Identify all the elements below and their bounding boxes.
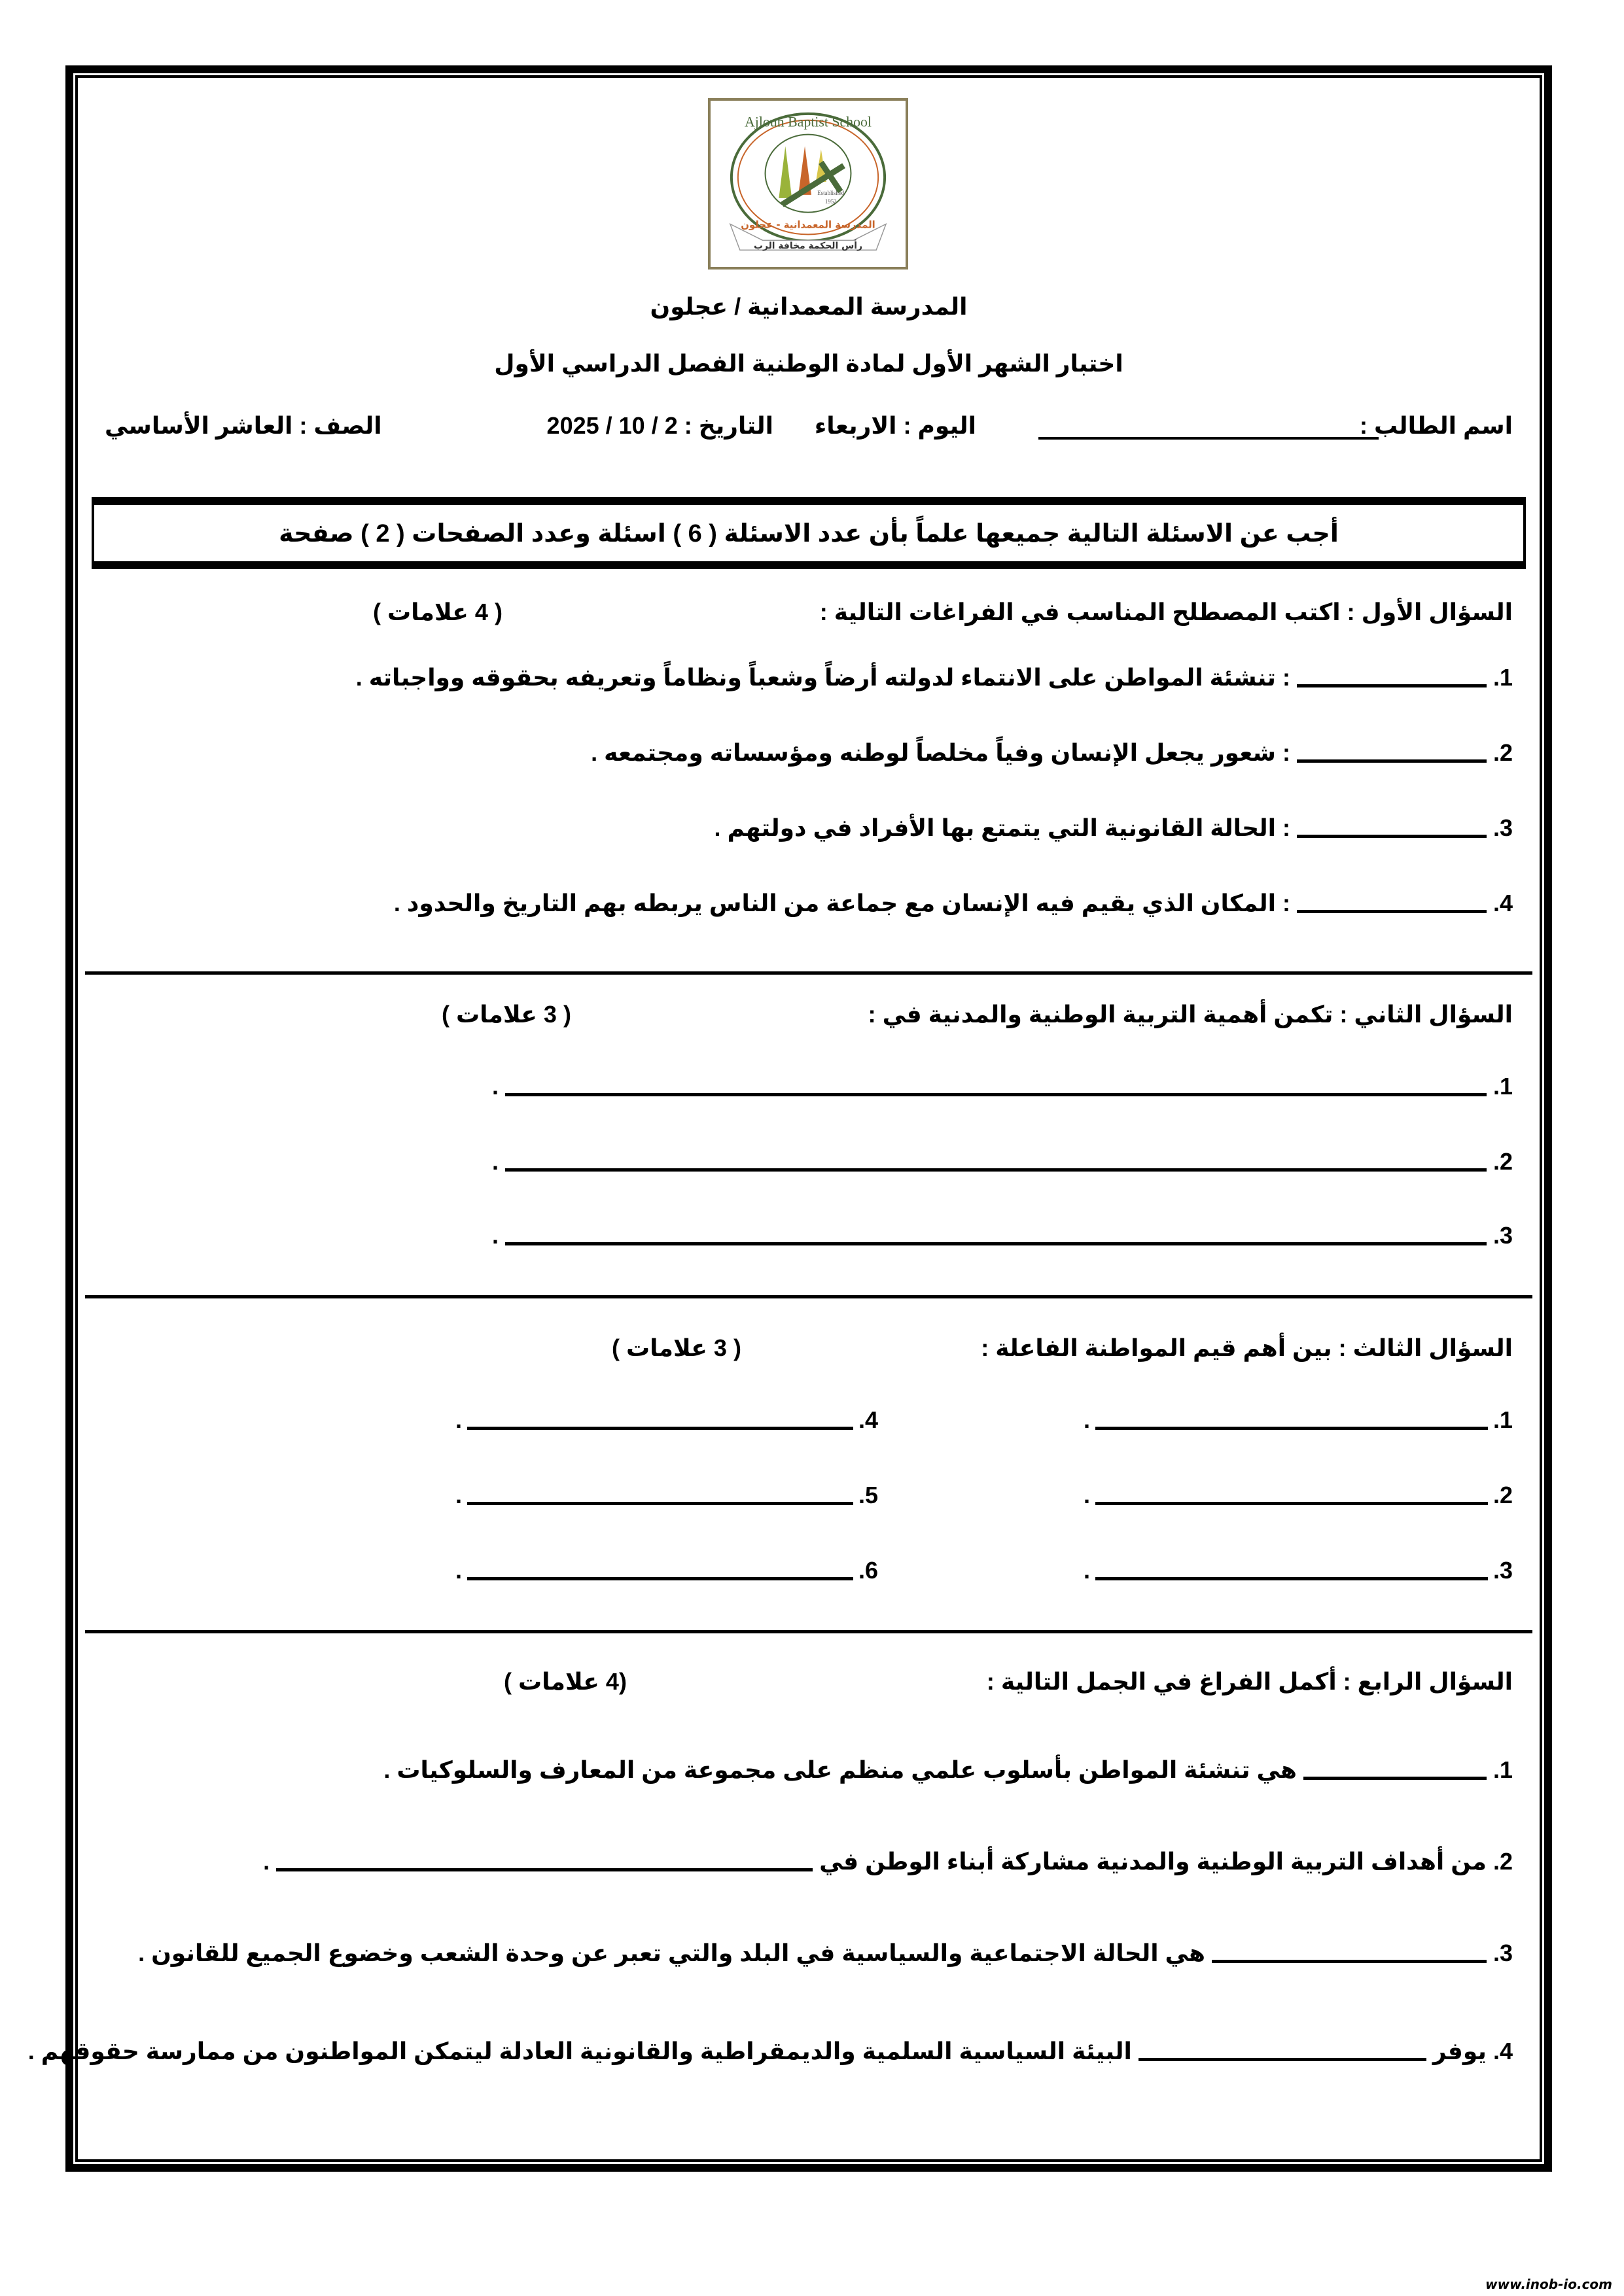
item-number: 1. (1492, 1406, 1513, 1433)
item-number: 5. (858, 1482, 878, 1508)
instructions-text: أجب عن الاسئلة التالية جميعها علماً بأن عدد الاسئلة ( 6 ) اسئلة وعدد الصفحات ( 2 ) صفحة (279, 519, 1339, 548)
q3-item-2 (1084, 1482, 1513, 1509)
q2-title: السؤال الثاني : تكمن أهمية التربية الوطنية والمدنية في : (868, 1001, 1513, 1028)
item-text: : المكان الذي يقيم فيه الإنسان مع جماعة من الناس يربطه بهم التاريخ والحدود . (393, 890, 1290, 916)
item-number: 3. (1492, 1222, 1513, 1249)
item-end-punct: . (1083, 1406, 1090, 1433)
exam-day: اليوم : الاربعاء (814, 412, 976, 439)
item-end-punct: . (455, 1406, 462, 1433)
item-end-punct: . (455, 1482, 462, 1508)
item-end-punct: . (455, 1557, 462, 1584)
q3-title: السؤال الثالث : بين أهم قيم المواطنة الفاعلة : (981, 1334, 1513, 1361)
item-end-punct: . (491, 1148, 499, 1175)
school-logo-emblem-icon (711, 101, 906, 267)
item-number: 2. (1492, 1848, 1513, 1875)
item-text: البيئة السياسية السلمية والديمقراطية والقانونية العادلة ليتمكن المواطنون من ممارسة حقوقهم . (27, 2038, 1132, 2064)
item-end-punct: . (263, 1848, 270, 1875)
q1-item-2 (591, 739, 1513, 767)
answer-blank[interactable] (467, 1501, 853, 1505)
section-divider (85, 1630, 1532, 1633)
q1-item-3 (714, 814, 1513, 842)
item-number: 1. (1492, 1073, 1513, 1100)
answer-blank[interactable] (1297, 834, 1487, 838)
item-number: 4. (1492, 2038, 1513, 2064)
answer-blank[interactable] (505, 1092, 1487, 1096)
answer-blank[interactable] (1297, 909, 1487, 913)
answer-blank[interactable] (467, 1426, 853, 1430)
answer-blank[interactable] (1303, 1776, 1487, 1780)
q2-item-2 (492, 1148, 1513, 1175)
answer-blank[interactable] (1095, 1576, 1488, 1580)
q4-item-2 (263, 1848, 1513, 1875)
answer-blank[interactable] (1212, 1959, 1487, 1963)
answer-blank[interactable] (1297, 684, 1487, 687)
q4-title: السؤال الرابع : أكمل الفراغ في الجمل التالية : (986, 1668, 1513, 1695)
q3-item-6 (455, 1557, 878, 1584)
item-number: 3. (1492, 814, 1513, 841)
item-number: 2. (1492, 739, 1513, 766)
student-name-label: اسم الطالب : (1359, 412, 1513, 439)
item-text: هي الحالة الاجتماعية والسياسية في البلد والتي تعبر عن وحدة الشعب وخضوع الجميع للقانون . (138, 1939, 1205, 1966)
item-text: يوفر (1432, 2038, 1487, 2064)
svg-text:رأس الحكمة مخافة الرب: رأس الحكمة مخافة الرب (754, 241, 862, 252)
answer-blank[interactable] (505, 1168, 1487, 1172)
q3-item-5 (455, 1482, 878, 1509)
q1-marks: ( 4 علامات ) (373, 599, 503, 625)
item-end-punct: . (491, 1073, 499, 1100)
item-end-punct: . (491, 1222, 499, 1249)
q3-item-3 (1084, 1557, 1513, 1584)
student-info-row (105, 412, 1513, 451)
section-divider (85, 1295, 1532, 1298)
item-end-punct: . (1083, 1557, 1090, 1584)
svg-text:المدرسة المعمدانية - عجلون: المدرسة المعمدانية - عجلون (741, 218, 875, 231)
q2-item-1 (492, 1073, 1513, 1100)
svg-text:Established: Established (817, 189, 845, 196)
exam-title: اختبار الشهر الأول لمادة الوطنية الفصل الدراسي الأول (494, 350, 1123, 377)
item-text: من أهداف التربية الوطنية والمدنية مشاركة أبناء الوطن في (819, 1848, 1487, 1875)
exam-page (27, 85, 1532, 2152)
item-number: 1. (1492, 1756, 1513, 1783)
q2-marks: ( 3 علامات ) (442, 1001, 571, 1028)
q3-item-4 (455, 1406, 878, 1434)
q4-item-3 (138, 1939, 1513, 1967)
q1-item-4 (394, 890, 1513, 917)
q1-item-1 (356, 664, 1513, 691)
item-text: : شعور يجعل الإنسان وفياً مخلصاً لوطنه ومؤسساته ومجتمعه . (591, 739, 1290, 766)
school-logo (708, 98, 908, 270)
item-number: 6. (858, 1557, 878, 1584)
q4-item-4 (28, 2038, 1513, 2065)
q3-marks: ( 3 علامات ) (612, 1334, 741, 1361)
item-text: هي تنشئة المواطن بأسلوب علمي منظم على مجموعة من المعارف والسلوكيات . (383, 1756, 1297, 1783)
q3-item-1 (1084, 1406, 1513, 1434)
answer-blank[interactable] (276, 1868, 813, 1871)
answer-blank[interactable] (1139, 2057, 1426, 2061)
item-number: 2. (1492, 1148, 1513, 1175)
item-number: 3. (1492, 1939, 1513, 1966)
answer-blank[interactable] (1095, 1426, 1488, 1430)
website-link[interactable]: www.inob-io.com (1485, 2276, 1612, 2292)
svg-text:Ajloun Baptist School: Ajloun Baptist School (745, 114, 872, 130)
grade-level: الصف : العاشر الأساسي (105, 412, 382, 439)
svg-text:1952: 1952 (824, 198, 837, 205)
item-number: 2. (1492, 1482, 1513, 1508)
school-name: المدرسة المعمدانية / عجلون (650, 293, 968, 320)
item-number: 4. (858, 1406, 878, 1433)
student-name-field[interactable] (1038, 437, 1379, 440)
answer-blank[interactable] (505, 1242, 1487, 1245)
answer-blank[interactable] (1297, 759, 1487, 763)
item-number: 1. (1492, 664, 1513, 691)
section-divider (85, 971, 1532, 975)
q2-item-3 (492, 1222, 1513, 1249)
answer-blank[interactable] (467, 1576, 853, 1580)
q4-item-1 (383, 1756, 1513, 1784)
item-text: : الحالة القانونية التي يتمتع بها الأفراد في دولتهم . (714, 814, 1290, 841)
q1-title: السؤال الأول : اكتب المصطلح المناسب في الفراغات التالية : (819, 599, 1513, 625)
item-number: 4. (1492, 890, 1513, 916)
answer-blank[interactable] (1095, 1501, 1488, 1505)
exam-date: التاريخ : 2 / 10 / 2025 (546, 412, 773, 439)
item-number: 3. (1492, 1557, 1513, 1584)
item-end-punct: . (1083, 1482, 1090, 1508)
instructions-box (92, 497, 1526, 569)
q4-marks: (4 علامات ) (504, 1668, 627, 1695)
item-text: : تنشئة المواطن على الانتماء لدولته أرضاً وشعباً ونظاماً وتعريفه بحقوقه وواجباته . (355, 664, 1290, 691)
